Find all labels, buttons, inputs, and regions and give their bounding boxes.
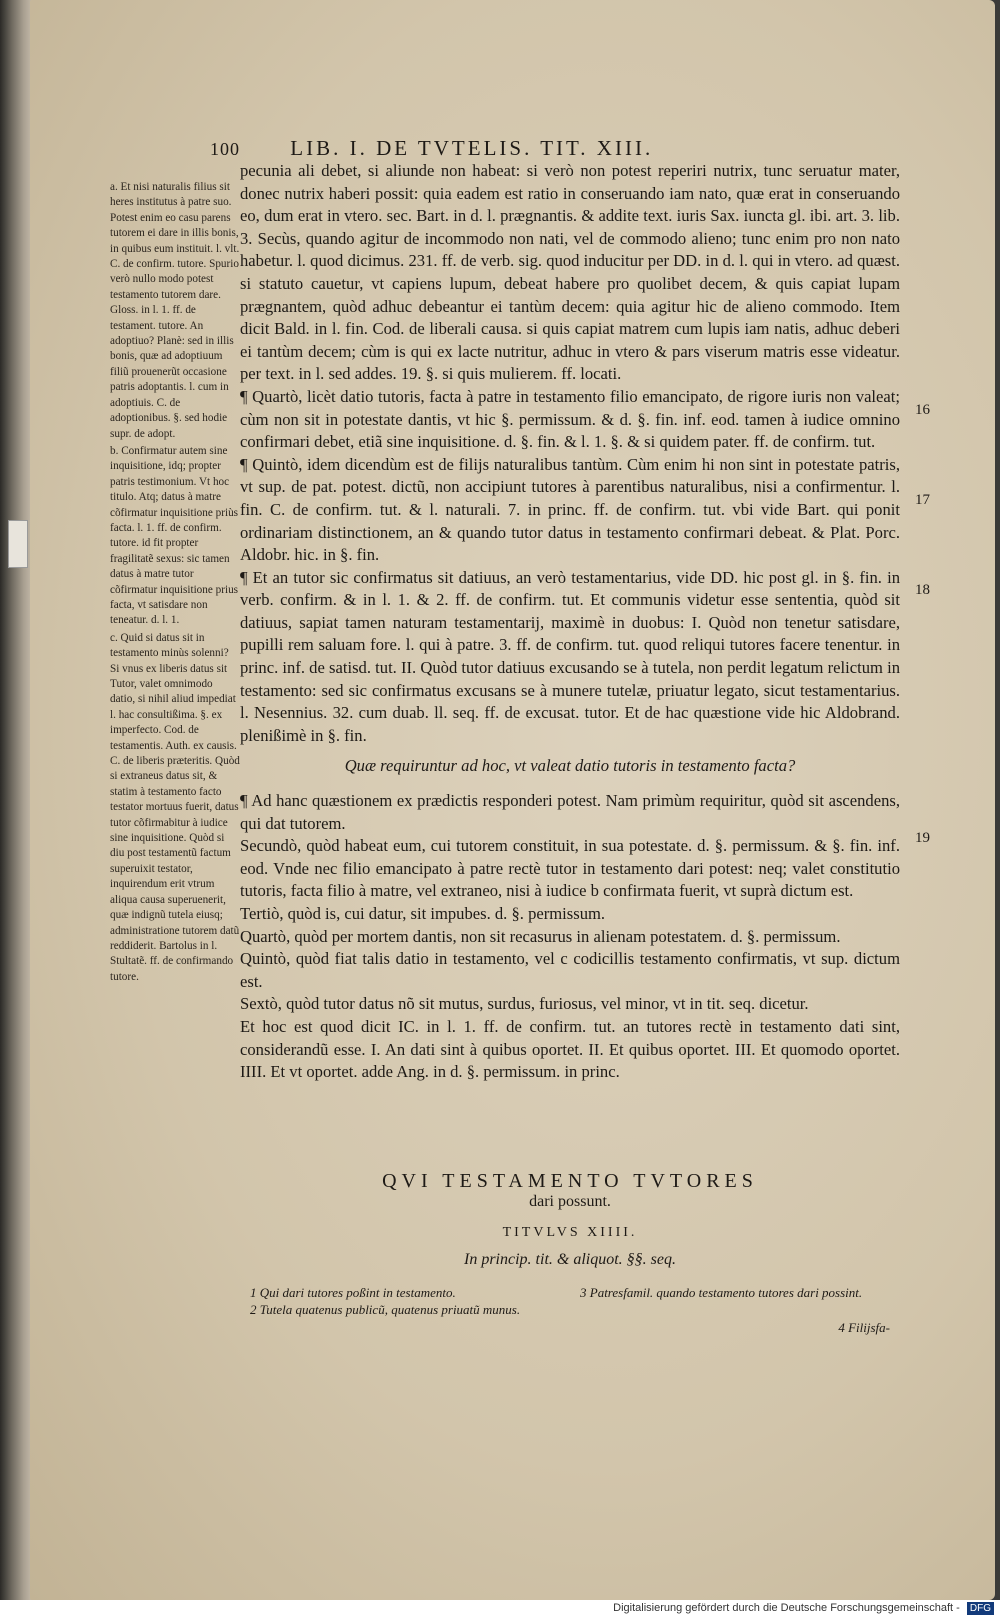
dfg-logo: DFG [967, 1602, 994, 1615]
margin-note-a: a. Et nisi naturalis filius sit heres institutus à patre suo. Potest enim eo casu parens tutorem ei dare in illis bonis, in quibus eum instituit. l. vlt. C. de confirm. tutore. Spurio verò nullo modo potest testamento tutorem dare. Gloss. in l. 1. ff. de testament. tutore. An adoptiuo? Planè: sed in illis bonis, quæ ad adoptiuum filiũ prouenerũt occasione patris adoptantis. l. cum in adoptiuis. C. de adoptionibus. §. sed hodie supr. de adopt. [110, 181, 240, 440]
footer-text: Digitalisierung gefördert durch die Deutsche Forschungsgemeinschaft - [613, 1602, 960, 1614]
book-binding-edge [0, 0, 34, 1617]
section-number-19: 19 [915, 830, 930, 846]
page-marker-tab [8, 520, 28, 568]
main-text [240, 160, 900, 1084]
title-line-3: TITVLVS XIIII. [502, 1225, 638, 1240]
paragraph-tertio: Tertiò, quòd is, cui datur, sit impubes. d. §. permissum. [240, 904, 606, 923]
section-number-16: 16 [915, 402, 930, 418]
paragraph-16: ¶ Quartò, licèt datio tutoris, facta à patre in testamento filio emancipato, de rigore iuris non valeat; cùm non sit in potestate dantis, vt hic §. permissum. & d. §. fin. inf. eod. tamen à iudice omnino confirmari debet, etiã sine inquisitione. d. §. fin. & l. 1. §. & si quidem pater. ff. de confirm. tut. [240, 386, 900, 452]
section-number-18: 18 [915, 582, 930, 598]
page-number: 100 [210, 139, 240, 159]
paragraph-19: ¶ Ad hanc quæstionem ex prædictis responderi potest. Nam primùm requiritur, quòd sit ascendens, qui dat tutorem. [240, 791, 900, 833]
paragraph-closing: Et hoc est quod dicit IC. in l. 1. ff. de confirm. tut. an tutores rectè in testamento dati sint, considerandũ esse. I. An dati sint à quibus oportet. II. Et quibus oportet. III. Et quomodo oportet. IIII. Et vt oportet. adde Ang. in d. §. permissum. in princ. [240, 1016, 900, 1082]
paragraph-secundo: Secundò, quòd habeat eum, cui tutorem constituit, in sua potestate. d. §. permissum. & §. fin. inf. eod. Vnde nec filio emancipato à patre rectè tutor in testamento dari potest: neq; valet constitutio tutoris, facta filio à matre, vel extraneo, nisi à iudice b confirmata fuerit, vt suprà dictum est. [240, 836, 900, 901]
subheading: Quæ requiruntur ad hoc, vt valeat datio tutoris in testamento facta? [344, 756, 796, 776]
paragraph-sexto: Sextò, quòd tutor datus nõ sit mutus, surdus, furiosus, vel minor, vt in tit. seq. dicetur. [240, 994, 809, 1014]
section-number-17: 17 [915, 492, 930, 508]
paragraph-continuation: pecunia ali debet, si aliunde non habeat: si verò non potest reperiri nutrix, tunc seruatur mater, donec nutrix haberi possit: quia eadem est ratio in conseruando iam nato, quæ erat in conseruando eo, dum erat in vtero. sec. Bart. in d. l. prægnantis. & addite text. iuris Sax. iuncta gl. ibi. art. 3. lib. 3. Secùs, quando agitur de incommodo non nati, vel de commodo alieno; tunc enim pro non nato habetur. l. quod dicimus. 231. ff. de verb. sig. quod inducitur per DD. in d. l. qui in vtero. ad quæst. si statuto cauetur, vt capiens lupum, debeat habere pro quolibet decem, & quis capiat lupam prægnantem, quòd adhuc debeantur ei tantùm decem: quia agitur hic de alieno commodo. Item dicit Bald. in l. fin. Cod. de liberali causa. si quis capiat matrem cum lupis iam natis, adhuc deberi ei tantùm decem; cùm is qui ex lacte nutritur, adhuc in vtero & pars viserum matris esse videatur. per text. in l. sed addes. 19. §. si quis mulierem. ff. locati. [240, 161, 900, 384]
digitization-footer [0, 1600, 1000, 1617]
margin-note-b: b. Confirmatur autem sine inquisitione, idq; propter patris testimonium. Vt hoc titulo. Atq; datus à matre cõfirmatur inquisitione priùs facta. l. 1. ff. de confirm. tutore. id fit propter fragilitatẽ sexus: sic tamen datus à matre tutor cõfirmatur inquisitione prius facta, vt satisdare non teneatur. d. l. 1. [110, 444, 239, 627]
summary-item-2: 2 Tutela quatenus publicũ, quatenus priuatũ munus. [250, 1302, 521, 1317]
title-line-4: In princip. tit. & aliquot. §§. seq. [464, 1251, 676, 1268]
title-line-2: dari possunt. [529, 1193, 611, 1210]
summary-item-3: 3 Patresfamil. quando testamento tutores dari possint. [580, 1285, 863, 1300]
title-xiiii-heading [240, 1170, 900, 1269]
title-line-1: QVI TESTAMENTO TVTORES [382, 1170, 758, 1192]
margin-notes [110, 180, 240, 987]
paragraph-17: ¶ Quintò, idem dicendùm est de filijs naturalibus tantùm. Cùm enim hi non sint in potestate patris, vt sup. de pat. potest. dictũ, non accipiunt tutores à parentibus naturalibus, nisi a confirmentur. l. fin. C. de confirm. tut. & l. naturali. 7. in princ. ff. de confirm. tut. vbi vide Bart. qui ponit ordinariam distinctionem, an & quando tutor datus in testamento confirmari debeat. & Plat. Porc. Aldobr. hic. in §. fin. [240, 454, 900, 565]
margin-note-c: c. Quid si datus sit in testamento minùs solenni? Si vnus ex liberis datus sit Tutor, valet omnimodo datio, si nihil aliud impediat l. hac consultißima. §. ex imperfecto. Cod. de testamentis. Auth. ex causis. C. de liberis præteritis. Quòd si extraneus datus sit, & statim à testamento facto testator mortuus fuerit, datus tutor cõfirmabitur à iudice sine inquisitione. Quòd si diu post testamentũ factum superuixit testator, inquirendum erit vtrum aliqua causa superuenerit, quæ indignũ tutela eiusq; administratione tutorem datũ reddiderit. Bartolus in l. Stultatẽ. ff. de confirmando tutore. [110, 631, 240, 983]
paragraph-quinto: Quintò, quòd fiat talis datio in testamento, vel c codicillis testamento confirmatis, vt sup. dictum est. [240, 949, 900, 991]
paragraph-quarto: Quartò, quòd per mortem dantis, non sit recasurus in alienam potestatem. d. §. permissum. [240, 926, 841, 946]
summary-item-1: 1 Qui dari tutores poßint in testamento. [250, 1285, 456, 1300]
catchword: 4 Filijsfa- [838, 1320, 890, 1335]
paragraph-18: ¶ Et an tutor sic confirmatus sit datiuus, an verò testamentarius, vide DD. hic post gl. in §. fin. in verb. confirm. & in l. 1. & 2. ff. de confirm. tut. Et communis videtur esse sententia, quòd sit datiuus, sapiat tamen naturam testamentarij, maximè in duobus: I. Quòd non tenetur satisdare, pupilli rem saluam fore. l. qui à patre. 3. ff. de confirm. tut. quod reliqui tutores facere tenentur. in princ. inf. de satisd. tut. II. Quòd tutor datiuus excusando se à tutela, non perdit legatum relictum in testamento: sed sic confirmatus excusans se à munere tutelæ, priuatur legato, sicut testamentarius. l. Nesennius. 32. cum duab. ll. seq. ff. de excusat. tutor. Et de hac quæstione vide hic Aldobrand. plenißimè in §. fin. [240, 567, 900, 745]
running-header [210, 136, 830, 161]
running-title: LIB. I. DE TVTELIS. TIT. XIII. [290, 136, 654, 160]
